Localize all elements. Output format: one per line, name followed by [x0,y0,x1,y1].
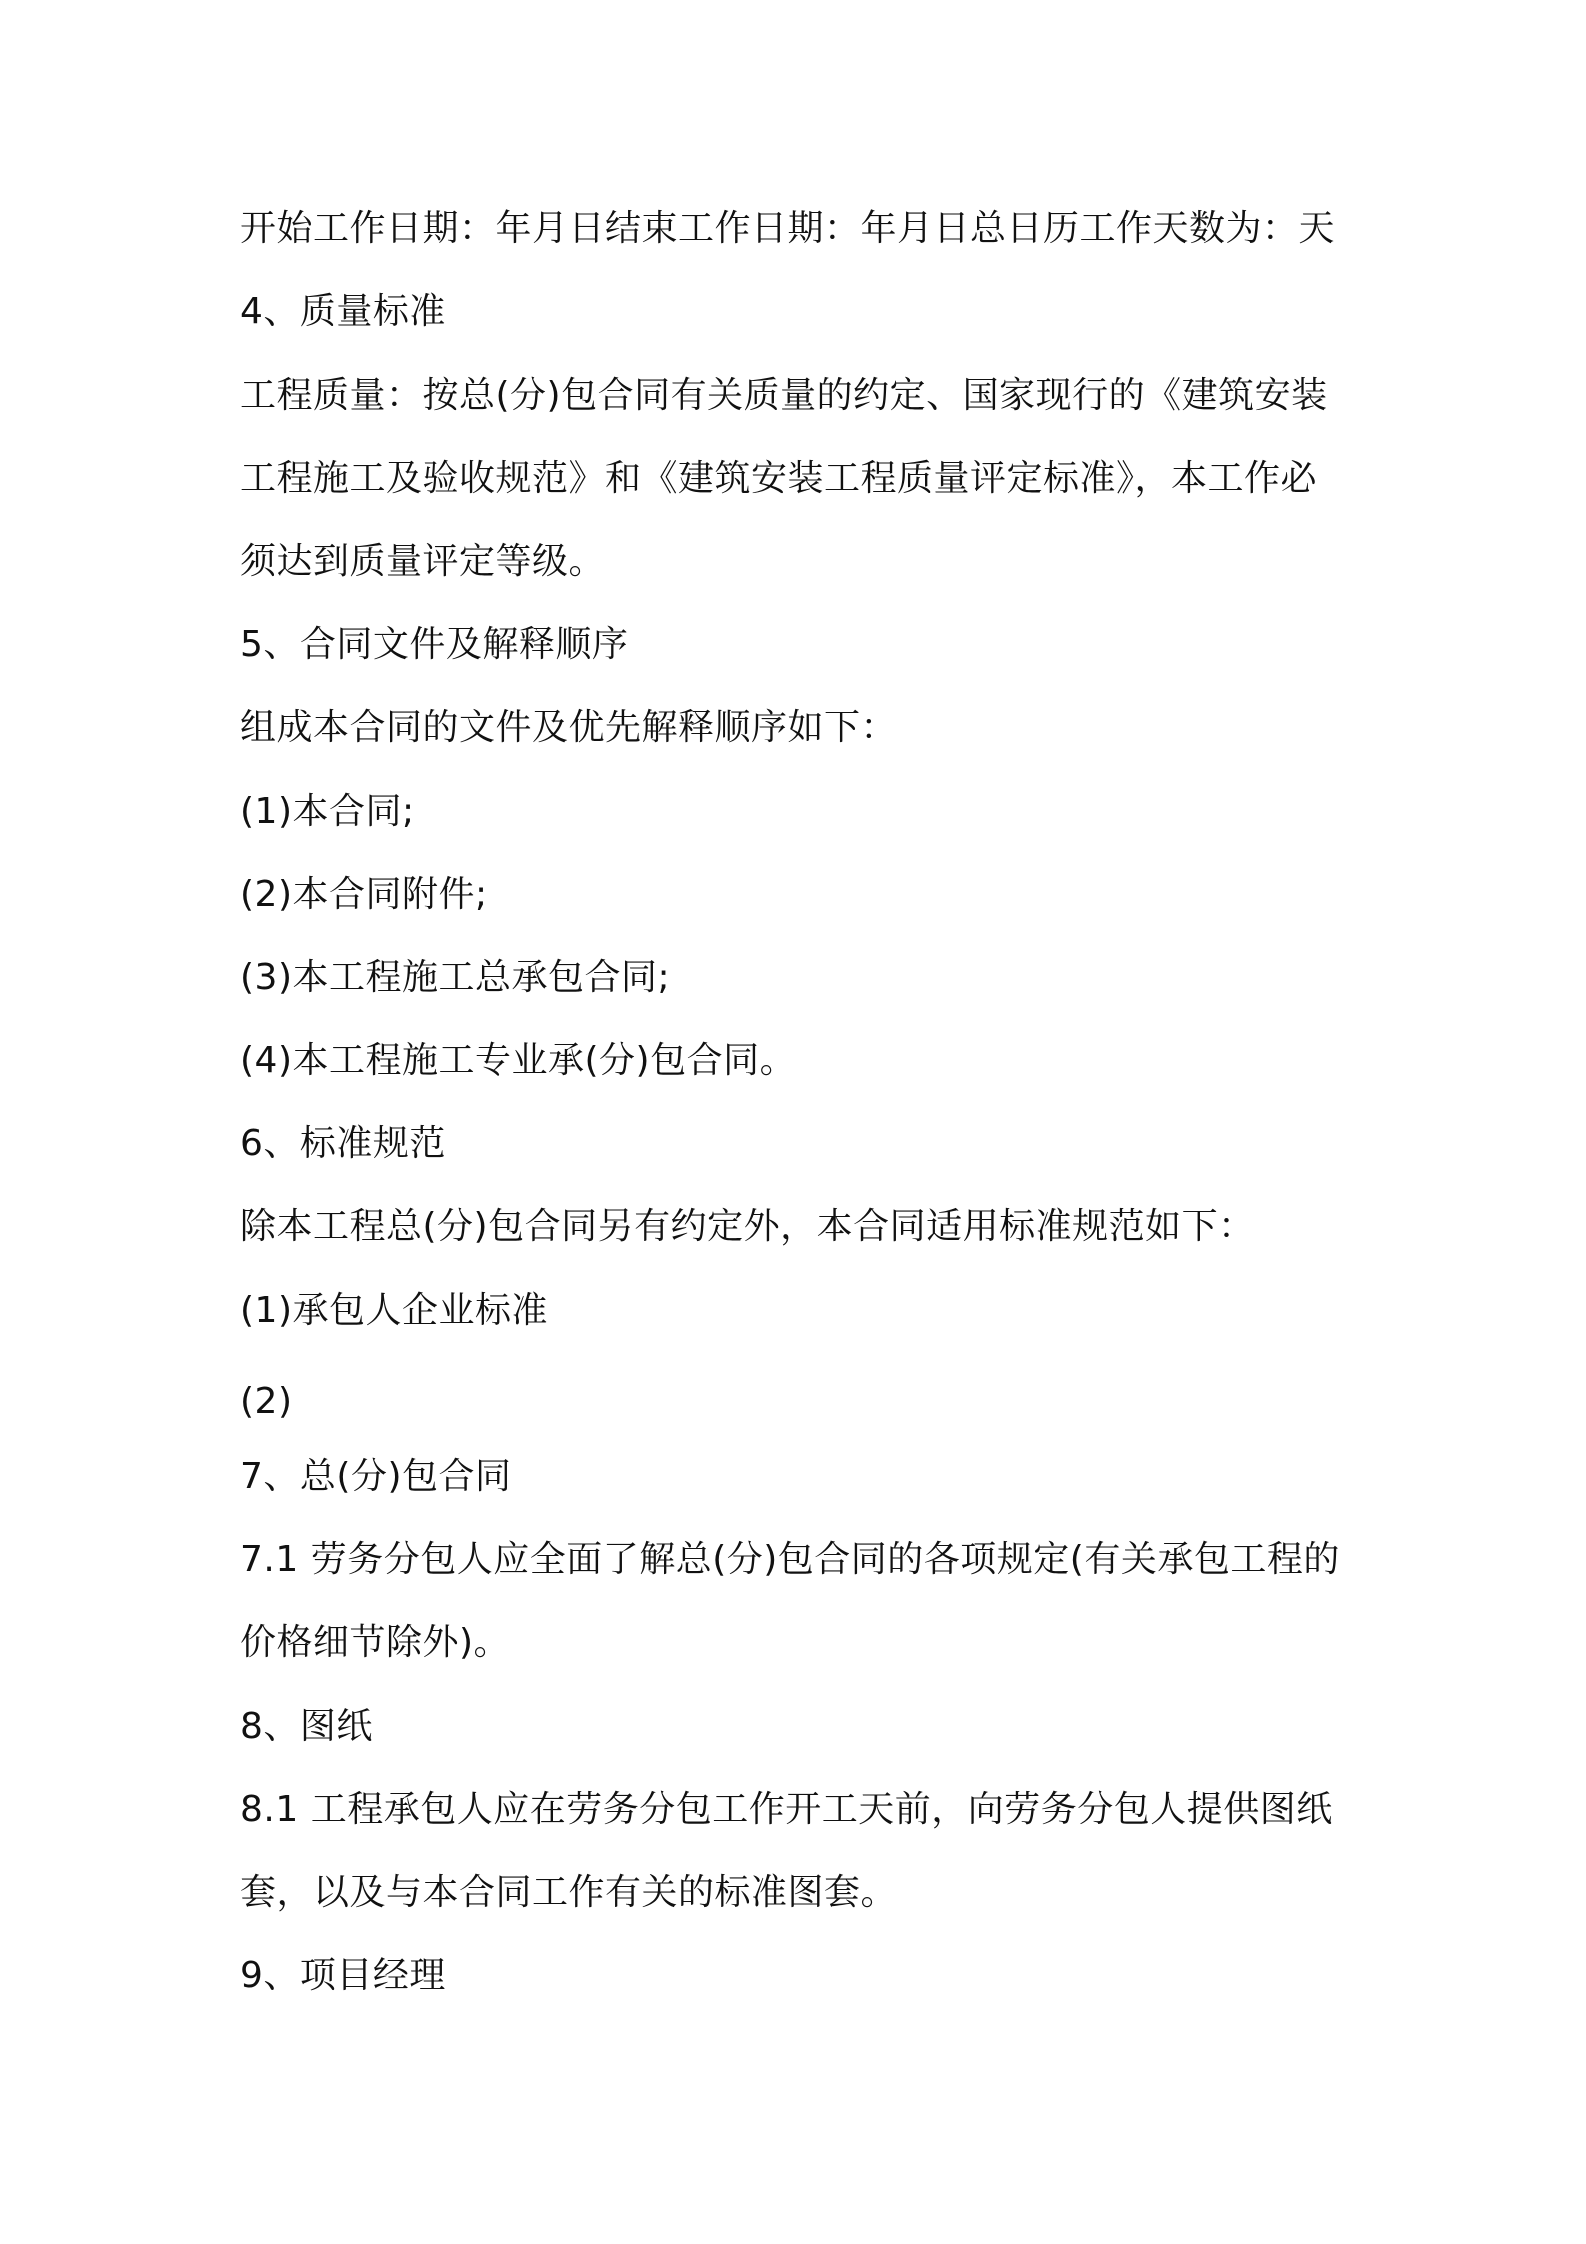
section-7-heading: 7、总(分)包合同 [240,1456,512,1497]
quality-paragraph-line-1: 工程质量：按总(分)包合同有关质量的约定、国家现行的《建筑安装 [240,375,1328,416]
section-5-heading: 5、合同文件及解释顺序 [240,624,629,665]
clause-8-1-line-1: 8.1 工程承包人应在劳务分包工作开工天前，向劳务分包人提供图纸 [240,1789,1333,1830]
standards-item-1: (1)承包人企业标准 [240,1290,548,1331]
quality-paragraph-line-3: 须达到质量评定等级。 [240,541,606,582]
contract-doc-item-2: (2)本合同附件; [240,874,488,915]
section-9-heading: 9、项目经理 [240,1955,446,1996]
work-dates-line: 开始工作日期：年月日结束工作日期：年月日总日历工作天数为：天 [240,208,1336,249]
clause-8-1-line-2: 套，以及与本合同工作有关的标准图套。 [240,1872,898,1913]
section-6-heading: 6、标准规范 [240,1123,446,1164]
contract-doc-item-3: (3)本工程施工总承包合同; [240,957,671,998]
clause-7-1-line-2: 价格细节除外)。 [240,1622,511,1663]
contract-doc-item-4: (4)本工程施工专业承(分)包合同。 [240,1040,797,1081]
standards-item-2: (2) [240,1381,293,1422]
section-4-heading: 4、质量标准 [240,291,446,332]
section-8-heading: 8、图纸 [240,1706,373,1747]
contract-doc-item-1: (1)本合同; [240,791,415,832]
contract-docs-intro: 组成本合同的文件及优先解释顺序如下： [240,707,898,748]
clause-7-1-line-1: 7.1 劳务分包人应全面了解总(分)包合同的各项规定(有关承包工程的 [240,1539,1340,1580]
quality-paragraph-line-2: 工程施工及验收规范》和《建筑安装工程质量评定标准》，本工作必 [240,458,1318,499]
standards-intro: 除本工程总(分)包合同另有约定外，本合同适用标准规范如下： [240,1206,1255,1247]
